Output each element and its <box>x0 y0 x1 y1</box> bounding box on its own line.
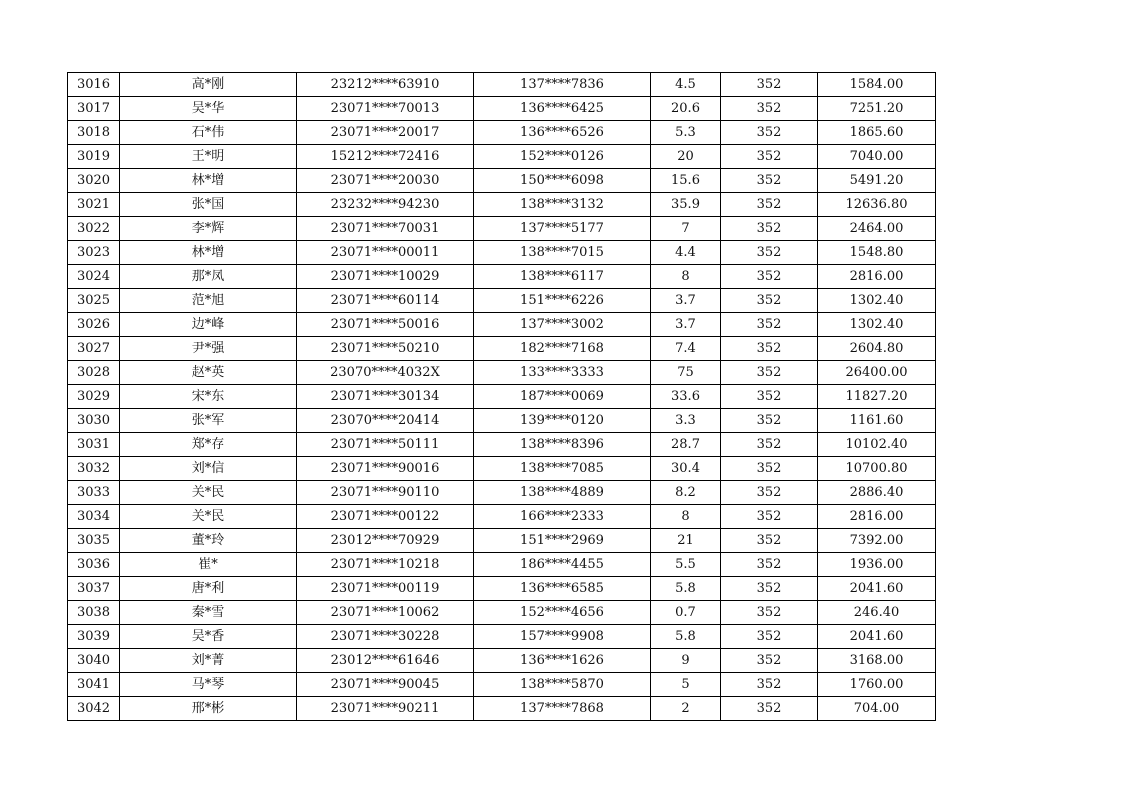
quantity-cell: 3.3 <box>651 409 721 433</box>
unit-price-cell: 352 <box>721 457 818 481</box>
table-row <box>68 577 936 601</box>
table-row <box>68 73 936 97</box>
id-number-cell: 23070****4032X <box>297 361 474 385</box>
phone-cell: 133****3333 <box>474 361 651 385</box>
quantity-cell: 7 <box>651 217 721 241</box>
phone-cell: 136****6585 <box>474 577 651 601</box>
quantity-cell: 30.4 <box>651 457 721 481</box>
id-number-cell: 23071****50111 <box>297 433 474 457</box>
amount-cell: 1865.60 <box>818 121 936 145</box>
name-cell: 邢*彬 <box>120 697 297 721</box>
table-row <box>68 289 936 313</box>
table-row <box>68 337 936 361</box>
phone-cell: 136****1626 <box>474 649 651 673</box>
unit-price-cell: 352 <box>721 649 818 673</box>
amount-cell: 2464.00 <box>818 217 936 241</box>
id-number-cell: 23012****70929 <box>297 529 474 553</box>
name-cell: 秦*雪 <box>120 601 297 625</box>
name-cell: 张*军 <box>120 409 297 433</box>
quantity-cell: 0.7 <box>651 601 721 625</box>
row-number-cell: 3036 <box>68 553 120 577</box>
id-number-cell: 23071****10218 <box>297 553 474 577</box>
phone-cell: 136****6526 <box>474 121 651 145</box>
quantity-cell: 5.5 <box>651 553 721 577</box>
quantity-cell: 2 <box>651 697 721 721</box>
row-number-cell: 3021 <box>68 193 120 217</box>
id-number-cell: 23071****00122 <box>297 505 474 529</box>
id-number-cell: 23071****30134 <box>297 385 474 409</box>
table-row <box>68 385 936 409</box>
quantity-cell: 4.4 <box>651 241 721 265</box>
row-number-cell: 3024 <box>68 265 120 289</box>
phone-cell: 182****7168 <box>474 337 651 361</box>
table-row <box>68 169 936 193</box>
phone-cell: 150****6098 <box>474 169 651 193</box>
id-number-cell: 23071****00011 <box>297 241 474 265</box>
phone-cell: 157****9908 <box>474 625 651 649</box>
unit-price-cell: 352 <box>721 73 818 97</box>
table-row <box>68 505 936 529</box>
row-number-cell: 3027 <box>68 337 120 361</box>
table-row <box>68 697 936 721</box>
amount-cell: 10700.80 <box>818 457 936 481</box>
quantity-cell: 28.7 <box>651 433 721 457</box>
phone-cell: 137****3002 <box>474 313 651 337</box>
amount-cell: 1936.00 <box>818 553 936 577</box>
quantity-cell: 5.8 <box>651 577 721 601</box>
table-row <box>68 193 936 217</box>
name-cell: 刘*信 <box>120 457 297 481</box>
quantity-cell: 20.6 <box>651 97 721 121</box>
unit-price-cell: 352 <box>721 409 818 433</box>
amount-cell: 1161.60 <box>818 409 936 433</box>
unit-price-cell: 352 <box>721 553 818 577</box>
table-row <box>68 529 936 553</box>
phone-cell: 139****0120 <box>474 409 651 433</box>
row-number-cell: 3018 <box>68 121 120 145</box>
quantity-cell: 5.8 <box>651 625 721 649</box>
unit-price-cell: 352 <box>721 289 818 313</box>
name-cell: 石*伟 <box>120 121 297 145</box>
name-cell: 吴*华 <box>120 97 297 121</box>
unit-price-cell: 352 <box>721 673 818 697</box>
table-row <box>68 457 936 481</box>
id-number-cell: 23071****50016 <box>297 313 474 337</box>
row-number-cell: 3035 <box>68 529 120 553</box>
unit-price-cell: 352 <box>721 385 818 409</box>
row-number-cell: 3023 <box>68 241 120 265</box>
row-number-cell: 3032 <box>68 457 120 481</box>
table-row <box>68 313 936 337</box>
phone-cell: 138****8396 <box>474 433 651 457</box>
unit-price-cell: 352 <box>721 337 818 361</box>
name-cell: 马*琴 <box>120 673 297 697</box>
amount-cell: 12636.80 <box>818 193 936 217</box>
quantity-cell: 8 <box>651 265 721 289</box>
id-number-cell: 23071****10062 <box>297 601 474 625</box>
row-number-cell: 3017 <box>68 97 120 121</box>
phone-cell: 151****2969 <box>474 529 651 553</box>
amount-cell: 2604.80 <box>818 337 936 361</box>
row-number-cell: 3026 <box>68 313 120 337</box>
id-number-cell: 15212****72416 <box>297 145 474 169</box>
amount-cell: 2816.00 <box>818 505 936 529</box>
name-cell: 林*增 <box>120 169 297 193</box>
phone-cell: 152****4656 <box>474 601 651 625</box>
table-row <box>68 121 936 145</box>
unit-price-cell: 352 <box>721 145 818 169</box>
table-row <box>68 265 936 289</box>
quantity-cell: 33.6 <box>651 385 721 409</box>
phone-cell: 187****0069 <box>474 385 651 409</box>
quantity-cell: 4.5 <box>651 73 721 97</box>
table-row <box>68 241 936 265</box>
unit-price-cell: 352 <box>721 433 818 457</box>
name-cell: 宋*东 <box>120 385 297 409</box>
amount-cell: 3168.00 <box>818 649 936 673</box>
quantity-cell: 5.3 <box>651 121 721 145</box>
row-number-cell: 3038 <box>68 601 120 625</box>
name-cell: 关*民 <box>120 481 297 505</box>
unit-price-cell: 352 <box>721 169 818 193</box>
table-row <box>68 625 936 649</box>
row-number-cell: 3028 <box>68 361 120 385</box>
table-row <box>68 433 936 457</box>
amount-cell: 1302.40 <box>818 313 936 337</box>
phone-cell: 137****7868 <box>474 697 651 721</box>
unit-price-cell: 352 <box>721 625 818 649</box>
table-row <box>68 361 936 385</box>
phone-cell: 138****7015 <box>474 241 651 265</box>
quantity-cell: 20 <box>651 145 721 169</box>
unit-price-cell: 352 <box>721 601 818 625</box>
name-cell: 关*民 <box>120 505 297 529</box>
id-number-cell: 23071****70031 <box>297 217 474 241</box>
phone-cell: 138****7085 <box>474 457 651 481</box>
name-cell: 李*辉 <box>120 217 297 241</box>
id-number-cell: 23071****90211 <box>297 697 474 721</box>
name-cell: 高*刚 <box>120 73 297 97</box>
phone-cell: 152****0126 <box>474 145 651 169</box>
amount-cell: 7251.20 <box>818 97 936 121</box>
table-row <box>68 649 936 673</box>
unit-price-cell: 352 <box>721 265 818 289</box>
id-number-cell: 23071****00119 <box>297 577 474 601</box>
quantity-cell: 9 <box>651 649 721 673</box>
row-number-cell: 3039 <box>68 625 120 649</box>
name-cell: 尹*强 <box>120 337 297 361</box>
phone-cell: 138****6117 <box>474 265 651 289</box>
phone-cell: 186****4455 <box>474 553 651 577</box>
table-row <box>68 601 936 625</box>
unit-price-cell: 352 <box>721 121 818 145</box>
row-number-cell: 3031 <box>68 433 120 457</box>
phone-cell: 138****5870 <box>474 673 651 697</box>
id-number-cell: 23071****90016 <box>297 457 474 481</box>
amount-cell: 11827.20 <box>818 385 936 409</box>
id-number-cell: 23232****94230 <box>297 193 474 217</box>
table-row <box>68 481 936 505</box>
quantity-cell: 75 <box>651 361 721 385</box>
table-row <box>68 97 936 121</box>
quantity-cell: 8 <box>651 505 721 529</box>
quantity-cell: 21 <box>651 529 721 553</box>
phone-cell: 136****6425 <box>474 97 651 121</box>
id-number-cell: 23212****63910 <box>297 73 474 97</box>
quantity-cell: 35.9 <box>651 193 721 217</box>
amount-cell: 1548.80 <box>818 241 936 265</box>
unit-price-cell: 352 <box>721 193 818 217</box>
name-cell: 范*旭 <box>120 289 297 313</box>
data-table <box>67 72 936 721</box>
unit-price-cell: 352 <box>721 313 818 337</box>
amount-cell: 2816.00 <box>818 265 936 289</box>
quantity-cell: 3.7 <box>651 289 721 313</box>
phone-cell: 166****2333 <box>474 505 651 529</box>
amount-cell: 2041.60 <box>818 625 936 649</box>
phone-cell: 137****7836 <box>474 73 651 97</box>
id-number-cell: 23071****30228 <box>297 625 474 649</box>
id-number-cell: 23071****50210 <box>297 337 474 361</box>
amount-cell: 2886.40 <box>818 481 936 505</box>
amount-cell: 246.40 <box>818 601 936 625</box>
unit-price-cell: 352 <box>721 505 818 529</box>
quantity-cell: 8.2 <box>651 481 721 505</box>
id-number-cell: 23071****90110 <box>297 481 474 505</box>
quantity-cell: 3.7 <box>651 313 721 337</box>
id-number-cell: 23070****20414 <box>297 409 474 433</box>
name-cell: 王*明 <box>120 145 297 169</box>
name-cell: 刘*菁 <box>120 649 297 673</box>
id-number-cell: 23071****10029 <box>297 265 474 289</box>
unit-price-cell: 352 <box>721 361 818 385</box>
name-cell: 吴*香 <box>120 625 297 649</box>
row-number-cell: 3029 <box>68 385 120 409</box>
amount-cell: 26400.00 <box>818 361 936 385</box>
amount-cell: 1584.00 <box>818 73 936 97</box>
quantity-cell: 15.6 <box>651 169 721 193</box>
id-number-cell: 23071****90045 <box>297 673 474 697</box>
amount-cell: 704.00 <box>818 697 936 721</box>
table-row <box>68 553 936 577</box>
amount-cell: 7392.00 <box>818 529 936 553</box>
name-cell: 唐*利 <box>120 577 297 601</box>
row-number-cell: 3041 <box>68 673 120 697</box>
amount-cell: 2041.60 <box>818 577 936 601</box>
unit-price-cell: 352 <box>721 697 818 721</box>
id-number-cell: 23012****61646 <box>297 649 474 673</box>
table-body <box>68 73 936 721</box>
table-row <box>68 217 936 241</box>
table-row <box>68 673 936 697</box>
amount-cell: 1760.00 <box>818 673 936 697</box>
unit-price-cell: 352 <box>721 217 818 241</box>
phone-cell: 138****4889 <box>474 481 651 505</box>
amount-cell: 1302.40 <box>818 289 936 313</box>
name-cell: 边*峰 <box>120 313 297 337</box>
name-cell: 那*凤 <box>120 265 297 289</box>
phone-cell: 138****3132 <box>474 193 651 217</box>
table-row <box>68 409 936 433</box>
name-cell: 郑*存 <box>120 433 297 457</box>
name-cell: 董*玲 <box>120 529 297 553</box>
name-cell: 张*国 <box>120 193 297 217</box>
row-number-cell: 3034 <box>68 505 120 529</box>
name-cell: 崔* <box>120 553 297 577</box>
id-number-cell: 23071****60114 <box>297 289 474 313</box>
amount-cell: 10102.40 <box>818 433 936 457</box>
unit-price-cell: 352 <box>721 241 818 265</box>
row-number-cell: 3025 <box>68 289 120 313</box>
quantity-cell: 7.4 <box>651 337 721 361</box>
name-cell: 林*增 <box>120 241 297 265</box>
row-number-cell: 3037 <box>68 577 120 601</box>
row-number-cell: 3042 <box>68 697 120 721</box>
quantity-cell: 5 <box>651 673 721 697</box>
table-row <box>68 145 936 169</box>
phone-cell: 151****6226 <box>474 289 651 313</box>
id-number-cell: 23071****20030 <box>297 169 474 193</box>
row-number-cell: 3016 <box>68 73 120 97</box>
unit-price-cell: 352 <box>721 529 818 553</box>
row-number-cell: 3019 <box>68 145 120 169</box>
unit-price-cell: 352 <box>721 577 818 601</box>
id-number-cell: 23071****20017 <box>297 121 474 145</box>
phone-cell: 137****5177 <box>474 217 651 241</box>
unit-price-cell: 352 <box>721 97 818 121</box>
name-cell: 赵*英 <box>120 361 297 385</box>
amount-cell: 5491.20 <box>818 169 936 193</box>
row-number-cell: 3030 <box>68 409 120 433</box>
amount-cell: 7040.00 <box>818 145 936 169</box>
id-number-cell: 23071****70013 <box>297 97 474 121</box>
unit-price-cell: 352 <box>721 481 818 505</box>
row-number-cell: 3022 <box>68 217 120 241</box>
row-number-cell: 3033 <box>68 481 120 505</box>
row-number-cell: 3040 <box>68 649 120 673</box>
row-number-cell: 3020 <box>68 169 120 193</box>
